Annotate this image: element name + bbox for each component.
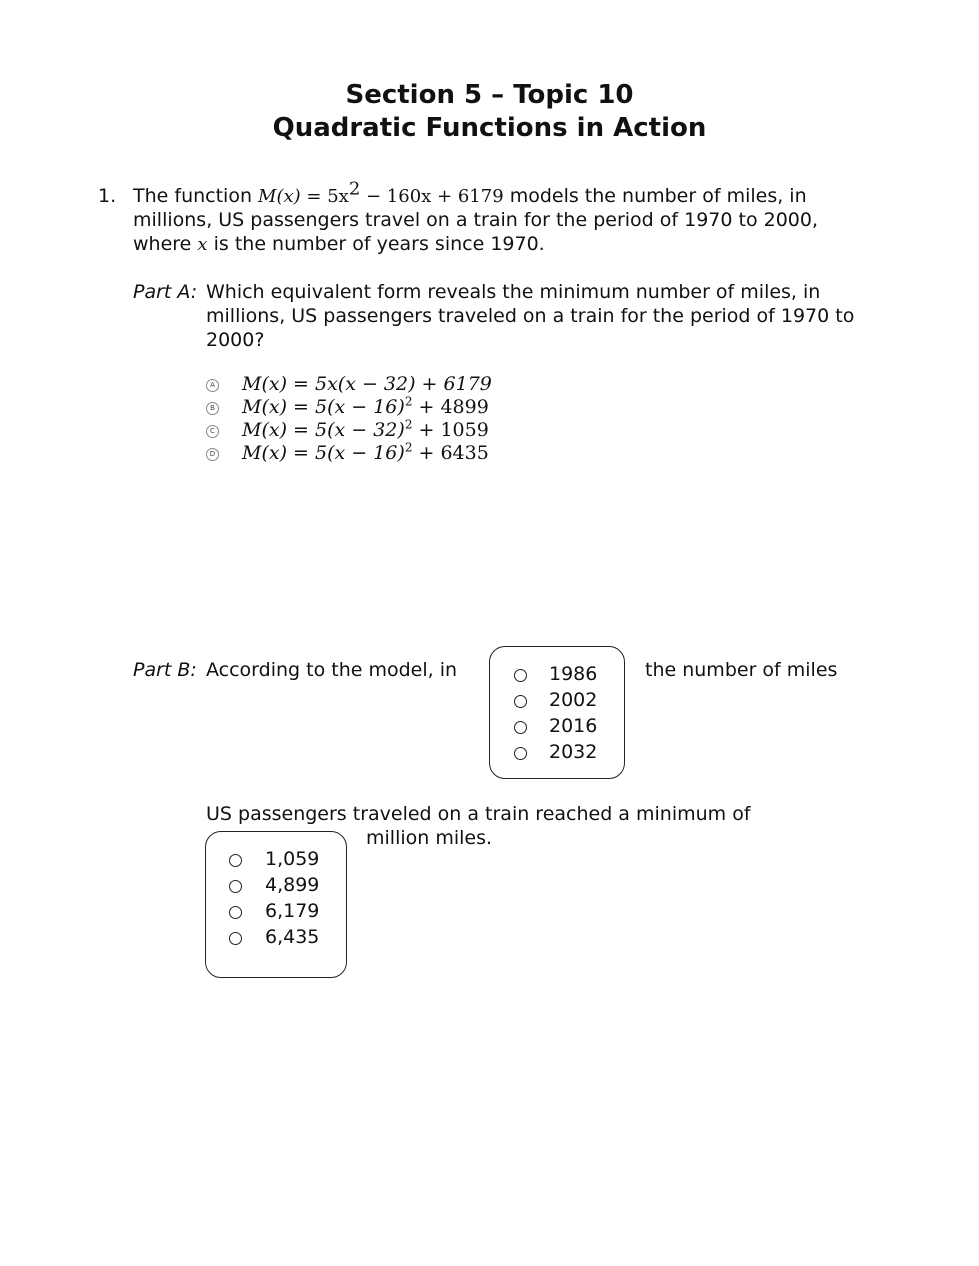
option-b-radio[interactable]: B (206, 402, 219, 415)
miles-radio-2[interactable] (229, 880, 242, 893)
miles-option-2[interactable]: 4,899 (265, 874, 320, 896)
option-c-radio[interactable]: C (206, 425, 219, 438)
function-rest: − 160x + 6179 (360, 186, 504, 207)
miles-radio-3[interactable] (229, 906, 242, 919)
function-exp: 2 (348, 178, 361, 200)
miles-choice-box[interactable] (205, 831, 347, 978)
part-a-line-2: millions, US passengers traveled on a train for the period of 1970 to (206, 305, 855, 327)
year-option-2[interactable]: 2002 (549, 689, 598, 711)
part-b-after: the number of miles (645, 659, 838, 681)
year-radio-2[interactable] (514, 695, 527, 708)
function-lhs: M(x) (258, 186, 301, 207)
question-line-2: millions, US passengers travel on a train for the period of 1970 to 2000, (133, 209, 819, 231)
year-option-3[interactable]: 2016 (549, 715, 598, 737)
part-b-label: Part B: (133, 659, 197, 681)
part-b-before: According to the model, in (206, 659, 458, 681)
year-radio-4[interactable] (514, 747, 527, 760)
miles-option-1[interactable]: 1,059 (265, 848, 320, 870)
year-radio-3[interactable] (514, 721, 527, 734)
question-line-3-before: where (133, 233, 192, 255)
year-choice-box[interactable] (489, 646, 625, 779)
option-b-equation: $M(x) = 5(x - 16)^2 + 4899$ (242, 394, 489, 418)
question-intro-after: models the number of miles, in (509, 185, 807, 207)
function-eq: = 5x (300, 186, 349, 207)
question-number: 1. (98, 185, 117, 207)
part-a-line-1: Which equivalent form reveals the minimum number of miles, in (206, 281, 821, 303)
question-line-3 (133, 232, 545, 257)
miles-radio-1[interactable] (229, 854, 242, 867)
variable-x: x (197, 234, 208, 255)
miles-option-4[interactable]: 6,435 (265, 926, 320, 948)
year-radio-1[interactable] (514, 669, 527, 682)
part-a-label: Part A: (133, 281, 198, 303)
topic-title: Quadratic Functions in Action (272, 113, 707, 143)
part-b-line-3: million miles. (366, 827, 493, 849)
option-a-equation: M(x) = 5x(x − 32) + 6179 (242, 373, 492, 395)
option-d-equation: $M(x) = 5(x - 16)^2 + 6435$ (242, 440, 489, 464)
part-b-line-2: US passengers traveled on a train reached a minimum of (206, 803, 751, 825)
question-line-3-after: is the number of years since 1970. (213, 233, 545, 255)
option-d-radio[interactable]: D (206, 448, 219, 461)
year-option-4[interactable]: 2032 (549, 741, 598, 763)
option-a-radio[interactable]: A (206, 379, 219, 392)
question-intro: The function (133, 185, 252, 207)
miles-radio-4[interactable] (229, 932, 242, 945)
question-line-1 (133, 178, 807, 209)
miles-option-3[interactable]: 6,179 (265, 900, 320, 922)
year-option-1[interactable]: 1986 (549, 663, 598, 685)
option-c-equation: $M(x) = 5(x - 32)^2 + 1059$ (242, 417, 489, 441)
part-a-line-3: 2000? (206, 329, 265, 351)
section-title: Section 5 – Topic 10 (345, 80, 634, 110)
